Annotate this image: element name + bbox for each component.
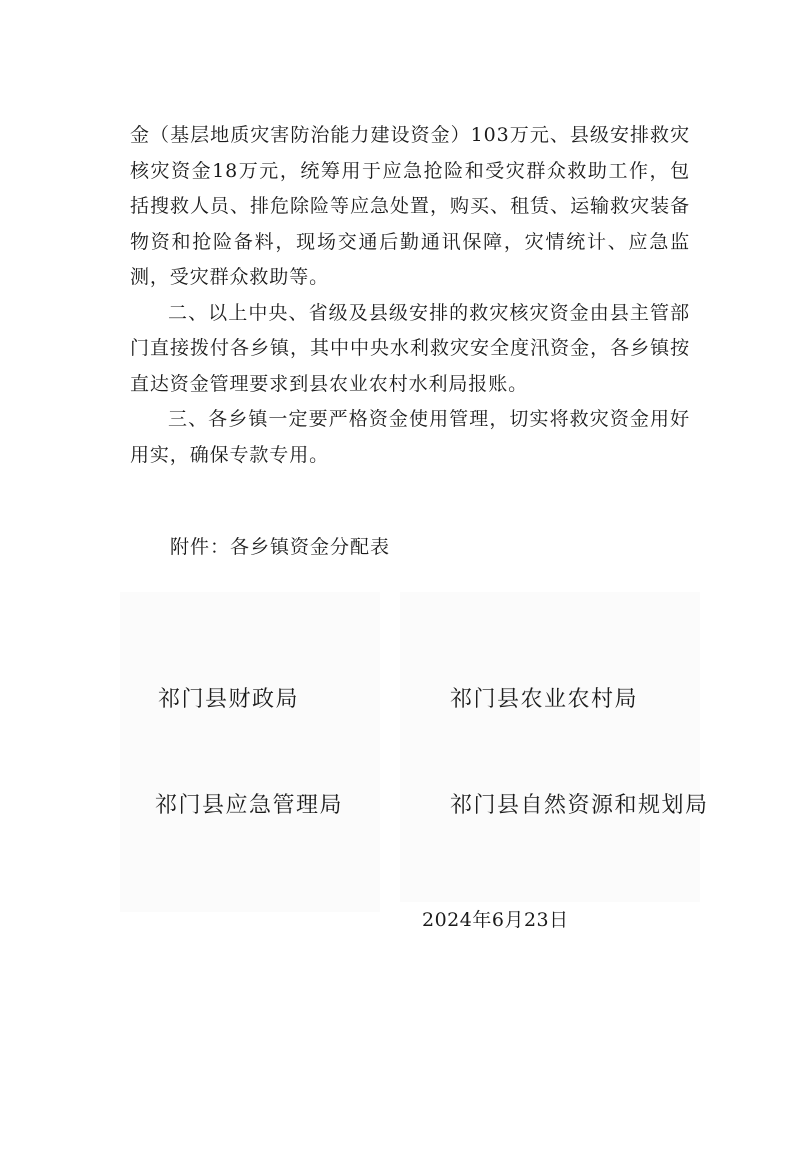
seal-area-right <box>400 592 700 902</box>
seal-area-left <box>120 592 380 912</box>
attachment-note: 附件：各乡镇资金分配表 <box>170 536 391 558</box>
body-text <box>130 118 690 473</box>
issue-date: 2024年6月23日 <box>422 909 569 931</box>
paragraph-item-three: 三、各乡镇一定要严格资金使用管理，切实将救灾资金用好用实，确保专款专用。 <box>130 408 690 466</box>
signer-finance-bureau: 祁门县财政局 <box>158 687 300 712</box>
paragraph-item-two: 二、以上中央、省级及县级安排的救灾核灾资金由县主管部门直接拨付各乡镇，其中中央水利救灾安全度汛资金，各乡镇按直达资金管理要求到县农业农村水利局报账。 <box>130 301 690 395</box>
signer-agriculture-bureau: 祁门县农业农村局 <box>450 687 639 712</box>
paragraph-continued: 金（基层地质灾害防治能力建设资金）103万元、县级安排救灾核灾资金18万元，统筹用于应急抢险和受灾群众救助工作，包括搜救人员、排危除险等应急处置，购买、租赁、运输救灾装备物资和抢险备料，现场交通后勤通讯保障，灾情统计、应急监测，受灾群众救助等。 <box>130 124 690 288</box>
signer-natural-resources-bureau: 祁门县自然资源和规划局 <box>450 793 709 818</box>
signer-emergency-bureau: 祁门县应急管理局 <box>155 793 344 818</box>
